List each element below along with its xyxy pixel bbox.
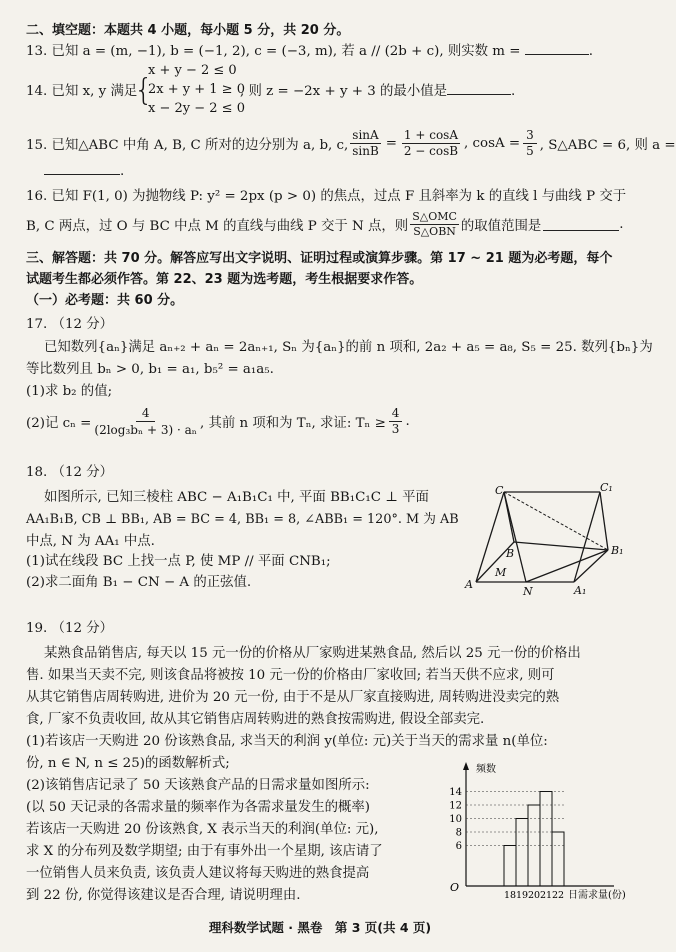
q14-suffix-wrap: , 则 z = −2x + y + 3 的最小值是 . xyxy=(240,84,516,99)
q19-line-10: 求 X 的分布列及数学期望; 由于有事外出一个星期, 该店请了 xyxy=(26,844,383,859)
x-axis-label: 日需求量(份) xyxy=(568,890,626,901)
q17-line2: 等比数列且 bₙ > 0, b₁ = a₁, b₅² = a₁a₅. xyxy=(26,362,274,377)
q16-line2b: 的取值范围是 xyxy=(460,219,542,234)
q16-ratio xyxy=(410,210,459,239)
q16-ratio-num: S△OMC xyxy=(412,210,457,223)
q15-frac2-num: 1 + cosA xyxy=(403,128,459,142)
bar-18 xyxy=(504,846,516,887)
q19-line-6: 份, n ∈ N, n ≤ 25)的函数解析式; xyxy=(26,756,230,771)
q14-answer-blank xyxy=(447,82,511,95)
label-b1: B₁ xyxy=(611,544,624,557)
x-tick-label-20: 20 xyxy=(527,890,541,901)
y-tick-label-10: 10 xyxy=(449,814,462,825)
q15-frac3-num: 3 xyxy=(523,128,537,144)
q15-frac3-den: 5 xyxy=(526,144,534,158)
frequency-bar-chart xyxy=(444,758,624,908)
q15-frac3 xyxy=(523,128,537,159)
q19-line-4: 食, 厂家不负责收回, 故从其它销售店周转购进的熟食按需购进, 假设全部卖完. xyxy=(26,712,485,727)
q19-line-9: 若该店一天购进 20 份该熟食, X 表示当天的利润(单位: 元), xyxy=(26,822,379,837)
q17-bound-num: 4 xyxy=(389,406,403,422)
y-tick-label-8: 8 xyxy=(455,827,462,839)
label-n: N xyxy=(523,585,533,598)
q19-line-12: 到 22 份, 你觉得该建议是否合理, 请说明理由. xyxy=(26,888,301,903)
bar-19 xyxy=(516,819,528,887)
q17-p2: (2)记 cₙ = $\frac{4}{\text{(2log₃bₙ + 3) · aₙ}}$ , 其前 n 项和为 Tₙ, 求证: Tₙ ≥ $\frac{4}{3}$ . xyxy=(26,406,410,437)
q14-brace: { xyxy=(134,73,154,108)
q16-line2: B, C 两点，过 O 与 BC 中点 M 的直线与曲线 P 交于 N 点，则 S△OMC S△OBN 的取值范围是 . xyxy=(26,210,624,238)
bar-22 xyxy=(552,832,564,886)
edge-c1-b1 xyxy=(600,492,608,550)
q16-answer-blank xyxy=(543,218,619,231)
label-c: C xyxy=(495,484,504,497)
x-tick-label-21: 21 xyxy=(539,890,553,901)
x-tick-label-19: 19 xyxy=(515,890,529,901)
q19-line-2: 售. 如果当天卖不完, 则该食品将被按 10 元一份的价格由厂家收回; 若当天供不应求, 则可 xyxy=(26,668,555,683)
q17-c-frac xyxy=(94,405,197,438)
prism-figure xyxy=(462,482,622,602)
q19-line-1: 某熟食品销售店, 每天以 15 元一份的价格从厂家购进某熟食品, 然后以 25 元一份的价格出 xyxy=(44,646,581,661)
q19-line-8: (以 50 天记录的各需求量的频率作为各需求量发生的概率) xyxy=(26,800,370,815)
q15-frac2-den: 2 − cosB xyxy=(403,144,459,158)
y-axis-label: 频数 xyxy=(476,764,496,775)
q17-head: 17. （12 分） xyxy=(26,317,114,332)
q15-area: , S△ABC = 6, 则 a = xyxy=(539,138,676,153)
q17-line1: 已知数列{aₙ}满足 aₙ₊₂ + aₙ = 2aₙ₊₁, Sₙ 为{aₙ}的前 n 项和, 2a₂ + a₅ = a₈, S₅ = 25. 数列{bₙ}为 xyxy=(44,340,653,355)
q17-p2-prefix: (2)记 cₙ = xyxy=(26,416,92,431)
q17-p1: (1)求 b₂ 的值; xyxy=(26,384,113,399)
q18-p1: (1)试在线段 BC 上找一点 P, 使 MP // 平面 CNB₁; xyxy=(26,554,331,569)
q19-line-3: 从其它销售店周转购进, 进价为 20 元一份, 由于不是从厂家直接购进, 周转购进没卖完的熟 xyxy=(26,690,560,705)
q18-line1: 如图所示, 已知三棱柱 ABC − A₁B₁C₁ 中, 平面 BB₁C₁C ⊥ 平面 xyxy=(44,490,429,505)
q13-answer-blank xyxy=(525,42,589,55)
q15-answer-blank xyxy=(44,162,120,175)
y-tick-label-6: 6 xyxy=(455,841,462,852)
q13-text: 13. 已知 a = (m, −1), b = (−1, 2), c = (−3, m), 若 a // (2b + c), 则实数 m = xyxy=(26,44,525,59)
q15-cos-text: , cosA = xyxy=(464,136,521,151)
label-c1: C₁ xyxy=(600,481,613,494)
q14-system xyxy=(148,61,245,118)
q14-ineq-1: x + y − 2 ≤ 0 xyxy=(148,63,237,78)
q19-head: 19. （12 分） xyxy=(26,621,114,636)
y-tick-label-12: 12 xyxy=(449,800,462,812)
origin-label: O xyxy=(450,881,460,894)
q18-line2: AA₁B₁B, CB ⊥ BB₁, AB = BC = 4, BB₁ = 8, ∠ABB₁ = 120°. M 为 AB xyxy=(26,512,459,527)
q15-line1: 15. 已知△ABC 中角 A, B, C 所对的边分别为 a, b, c, xyxy=(26,138,349,153)
q18-p2: (2)求二面角 B₁ − CN − A 的正弦值. xyxy=(26,575,252,590)
q17-c-frac-den: (2log₃bₙ + 3) · aₙ xyxy=(94,423,197,437)
q17-p2-mid: , 其前 n 项和为 Tₙ, 求证: Tₙ ≥ xyxy=(199,416,386,431)
q14-ineq-2: 2x + y + 1 ≥ 0 xyxy=(148,82,245,97)
q13: 13. 已知 a = (m, −1), b = (−1, 2), c = (−3, m), 若 a // (2b + c), 则实数 m = . xyxy=(26,44,593,59)
edge-n-b1 xyxy=(526,550,608,582)
edge-a1-c1 xyxy=(574,492,600,582)
q15-answer-line: . xyxy=(44,162,124,179)
y-tick-label-14: 14 xyxy=(449,787,462,798)
section3-part1: （一）必考题：共 60 分。 xyxy=(26,293,184,308)
edge-b-b1 xyxy=(514,542,608,550)
q15-frac1-num: sinA xyxy=(352,128,379,142)
edge-c-b1-dashed xyxy=(504,492,608,550)
q14-ineq-3: x − 2y − 2 ≤ 0 xyxy=(148,101,245,116)
q19-line-7: (2)该销售店记录了 50 天该熟食产品的日需求量如图所示: xyxy=(26,778,370,793)
q16-line1: 16. 已知 F(1, 0) 为抛物线 P: y² = 2px (p > 0) 的焦点，过点 F 且斜率为 k 的直线 l 与曲线 P 交于 xyxy=(26,189,627,204)
q19-line-5: (1)若该店一天购进 20 份该熟食品, 求当天的利润 y(单位: 元)关于当天的需求量 n(单位: xyxy=(26,734,548,749)
q14-prefix: 14. 已知 x, y 满足 xyxy=(26,84,138,99)
page-footer: 理科数学试题 · 黑卷 第 3 页(共 4 页) xyxy=(208,920,432,935)
y-axis-arrow xyxy=(463,762,469,770)
q15-eq: = xyxy=(385,136,397,151)
q17-bound-den: 3 xyxy=(391,422,400,436)
section3-heading-2: 试题考生都必须作答。第 22、23 题为选考题，考生根据要求作答。 xyxy=(26,272,423,287)
q15-frac1 xyxy=(350,128,380,159)
q18-line3: 中点, N 为 AA₁ 中点. xyxy=(26,534,155,549)
q17-bound-frac xyxy=(389,406,403,437)
label-a: A xyxy=(465,578,473,591)
q15-frac2 xyxy=(402,128,460,159)
q15 xyxy=(26,128,676,159)
q19-line-11: 一位销售人员来负责, 该负责人建议将每天购进的熟食提高 xyxy=(26,866,370,881)
label-m: M xyxy=(495,566,507,579)
q18-head: 18. （12 分） xyxy=(26,465,114,480)
label-a1: A₁ xyxy=(574,584,587,597)
label-b: B xyxy=(506,547,515,560)
section2-heading: 二、填空题：本题共 4 小题，每小题 5 分，共 20 分。 xyxy=(26,23,350,38)
q16-line2a: B, C 两点，过 O 与 BC 中点 M 的直线与曲线 P 交于 N 点，则 xyxy=(26,219,409,234)
x-tick-label-18: 18 xyxy=(503,890,517,901)
bar-21 xyxy=(540,792,552,887)
section3-heading-1: 三、解答题：共 70 分。解答应写出文字说明、证明过程或演算步骤。第 17 ~ 21 题为必考题，每个 xyxy=(26,251,613,266)
q16-ratio-den: S△OBN xyxy=(413,225,456,238)
q15-frac1-den: sinB xyxy=(352,144,379,158)
q14-suffix: , 则 z = −2x + y + 3 的最小值是 xyxy=(240,84,447,99)
q17-c-frac-num: 4 xyxy=(136,405,156,422)
edge-c-n xyxy=(504,492,526,582)
x-tick-label-22: 22 xyxy=(551,890,565,901)
